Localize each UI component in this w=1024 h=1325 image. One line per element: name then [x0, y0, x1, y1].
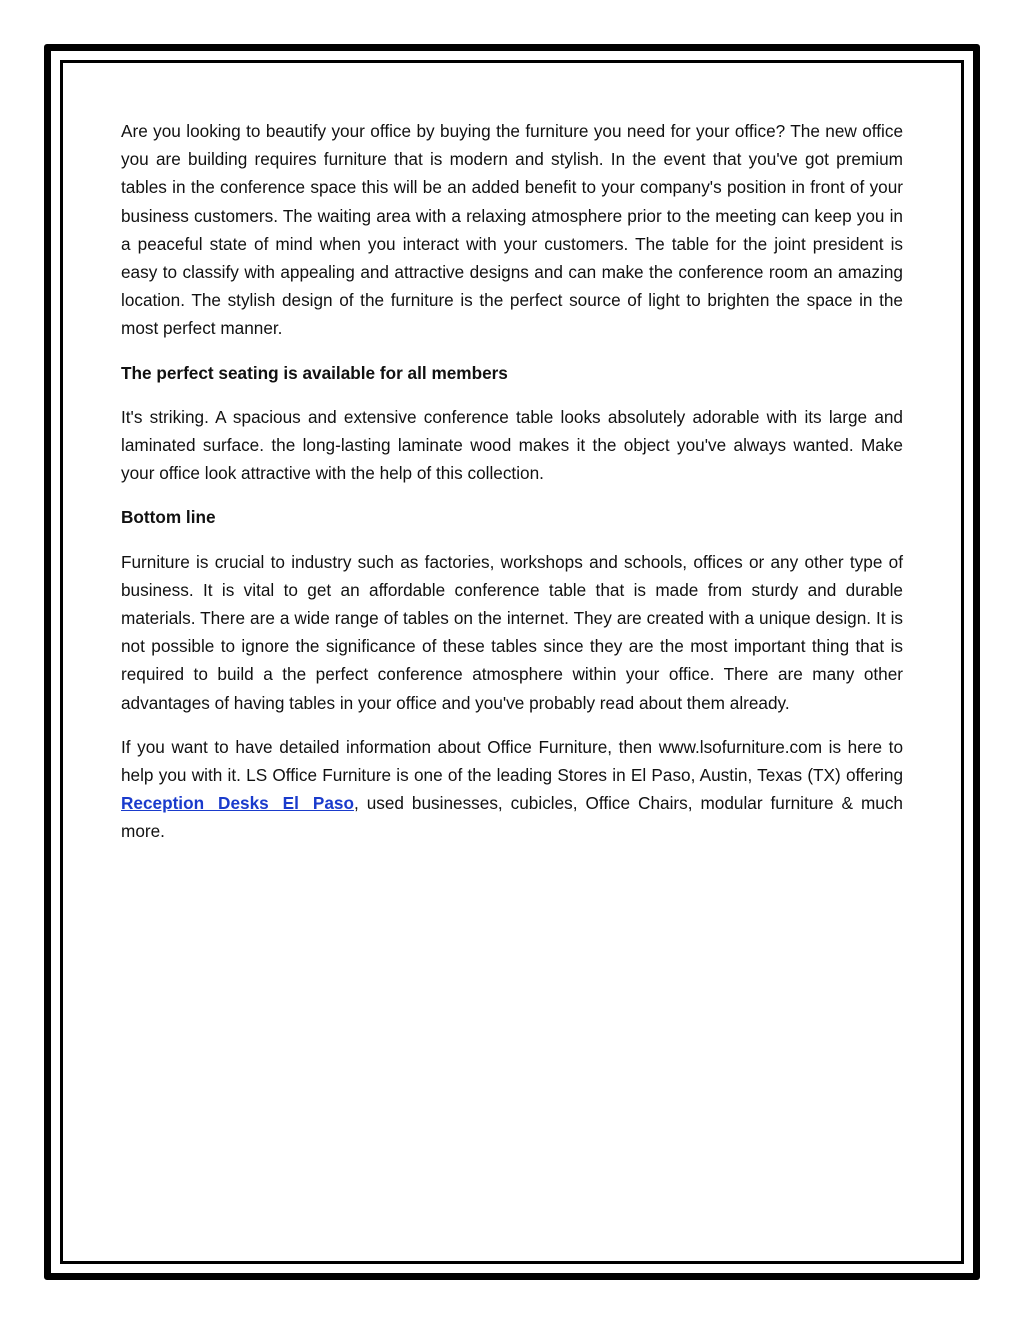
paragraph-contact: [121, 733, 903, 846]
paragraph-intro: Are you looking to beautify your office by buying the furniture you need for your office? The new office you are building requires furniture that is modern and stylish. In the event that you've got premium tables in the conference space this will be an added benefit to your company's position in front of your business customers. The waiting area with a relaxing atmosphere prior to the meeting can keep you in a peaceful state of mind when you interact with your customers. The table for the joint president is easy to classify with appealing and attractive designs and can make the conference room an amazing location. The stylish design of the furniture is the perfect source of light to brighten the space in the most perfect manner.: [121, 121, 903, 339]
contact-text-before-link: If you want to have detailed information about Office Furniture, then www.lsofurniture.com is here to help you with it. LS Office Furniture is one of the leading Stores in El Paso, Austin, Texas (TX) offering: [121, 736, 903, 786]
paragraph-conference-table: It's striking. A spacious and extensive conference table looks absolutely adorable with its large and laminated surface. the long-lasting laminate wood makes it the object you've always wanted. Make your office look attractive with the help of this collection.: [121, 406, 903, 484]
contact-text-after-link: , used businesses, cubicles, Office Chairs, modular furniture & much more.: [121, 793, 903, 842]
document-body: [121, 117, 903, 862]
heading-bottom-line: Bottom line: [121, 507, 216, 528]
paragraph-furniture-importance: Furniture is crucial to industry such as factories, workshops and schools, offices or any other type of business. It is vital to get an affordable conference table that is made from sturdy and durable materials. There are a wide range of tables on the internet. They are created with a unique design. It is not possible to ignore the significance of these tables since they are the most important thing that is required to build a the perfect conference atmosphere within your office. There are many other advantages of having tables in your office and you've probably read about them already.: [121, 551, 903, 713]
reception-desks-link[interactable]: Reception Desks El Paso: [121, 793, 354, 814]
heading-perfect-seating: The perfect seating is available for all members: [121, 362, 508, 383]
